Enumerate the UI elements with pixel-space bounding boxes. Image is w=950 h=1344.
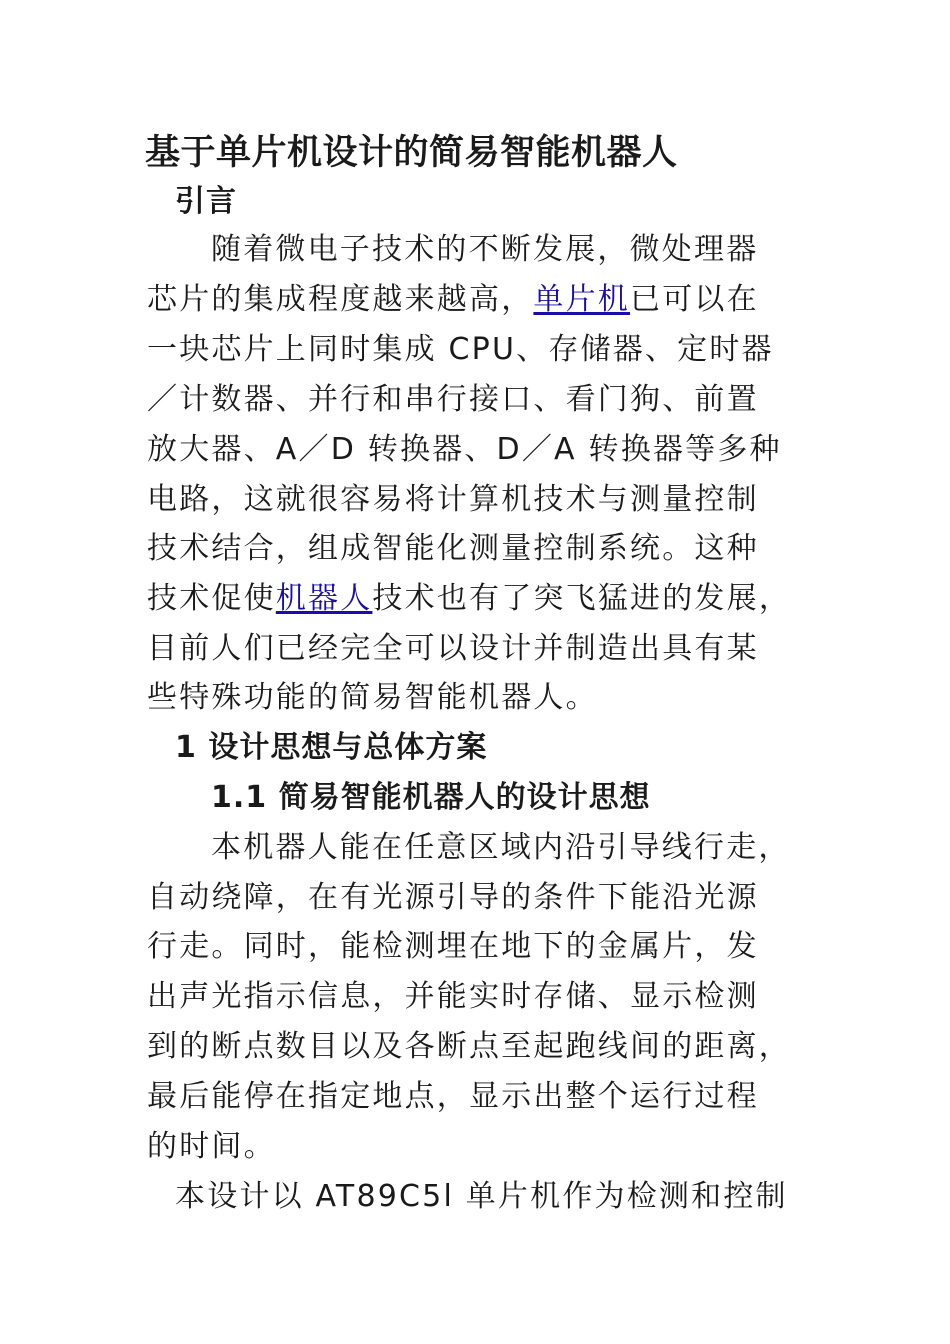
- para1-line-1: 随着微电子技术的不断发展，微处理器: [211, 232, 759, 267]
- para1-line-8: [147, 581, 791, 617]
- para1-line-8-text-a: 技术促使: [147, 581, 276, 616]
- robot-link[interactable]: 机器人: [275, 581, 373, 616]
- section-1-heading: 1 设计思想与总体方案: [175, 730, 488, 765]
- para1-line-9: 目前人们已经完全可以设计并制造出具有某: [147, 631, 759, 666]
- intro-heading: 引言: [175, 184, 237, 219]
- para2-line-7: 的时间。: [147, 1129, 276, 1164]
- para2-line-6: 最后能停在指定地点，显示出整个运行过程: [147, 1079, 759, 1114]
- para2-line-5: 到的断点数目以及各断点至起跑线间的距离，: [147, 1029, 791, 1064]
- document-title: 基于单片机设计的简易智能机器人: [145, 133, 678, 173]
- para1-line-6: 电路，这就很容易将计算机技术与测量控制: [147, 482, 759, 517]
- para3-line-1: 本设计以 AT89C5l 单片机作为检测和控制: [175, 1179, 788, 1214]
- para1-line-2: [147, 282, 759, 318]
- para1-line-2-text-a: 芯片的集成程度越来越高，: [147, 282, 534, 317]
- para2-line-3: 行走。同时，能检测埋在地下的金属片，发: [147, 929, 759, 964]
- para1-line-3: 一块芯片上同时集成 CPU、存储器、定时器: [147, 332, 774, 367]
- para1-line-2-text-b: 已可以在: [630, 282, 759, 317]
- microcontroller-link[interactable]: 单片机: [533, 282, 631, 317]
- para1-line-8-text-b: 技术也有了突飞猛进的发展，: [372, 581, 792, 616]
- para1-line-4: ／计数器、并行和串行接口、看门狗、前置: [147, 382, 759, 417]
- para1-line-7: 技术结合，组成智能化测量控制系统。这种: [147, 531, 759, 566]
- para1-line-10: 些特殊功能的简易智能机器人。: [147, 680, 598, 715]
- para2-line-2: 自动绕障，在有光源引导的条件下能沿光源: [147, 880, 759, 915]
- section-1-1-heading: 1.1 简易智能机器人的设计思想: [211, 780, 651, 815]
- para2-line-1: 本机器人能在任意区域内沿引导线行走，: [211, 830, 791, 865]
- para2-line-4: 出声光指示信息，并能实时存储、显示检测: [147, 979, 759, 1014]
- para1-line-5: 放大器、A／D 转换器、D／A 转换器等多种: [147, 432, 782, 467]
